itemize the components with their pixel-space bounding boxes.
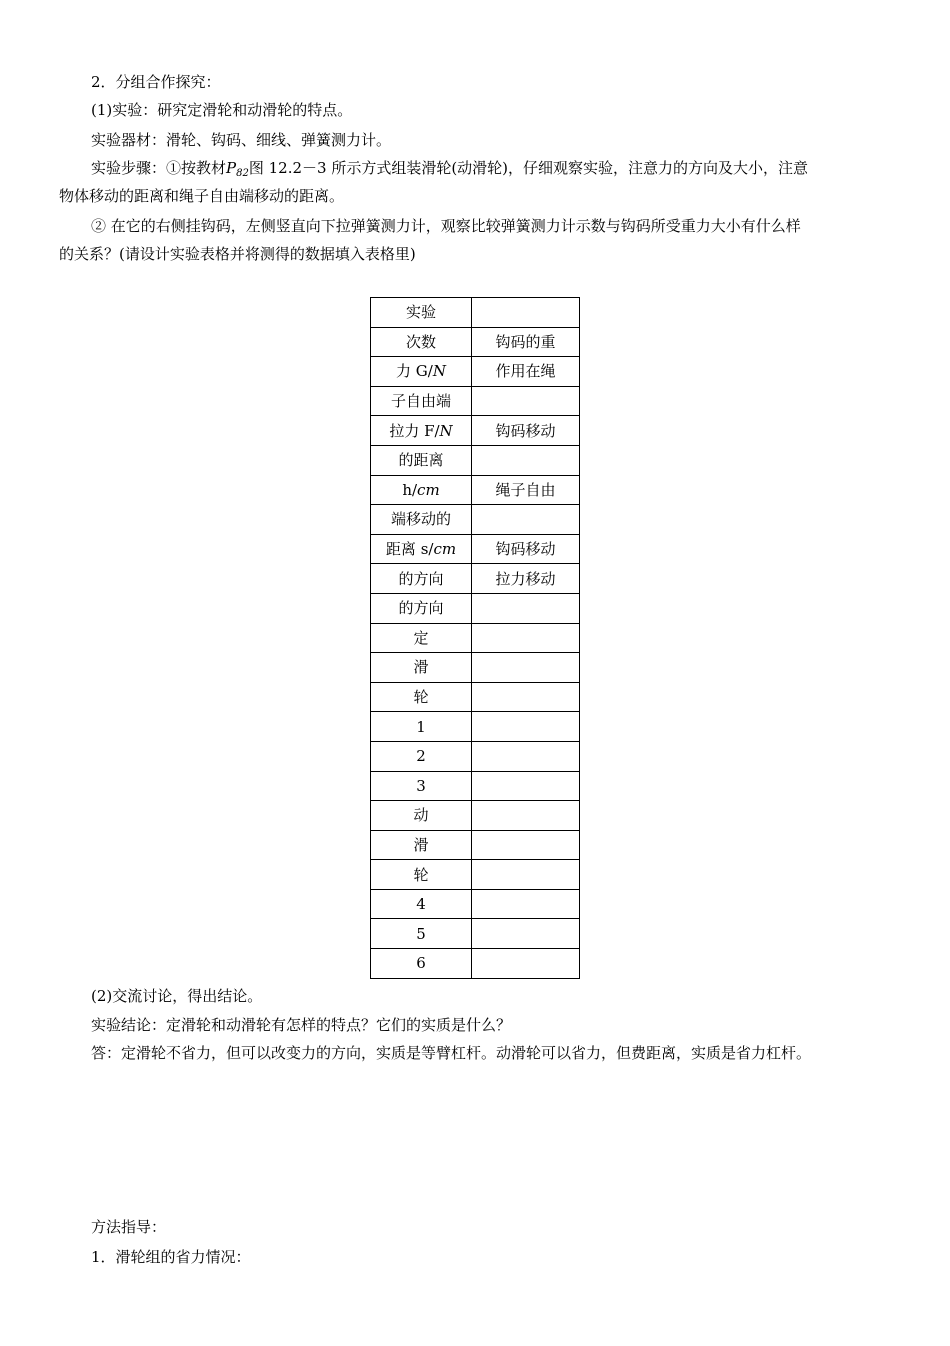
table-cell: 端移动的: [371, 505, 472, 535]
materials-text: 实验器材：滑轮、钩码、细线、弹簧测力计。: [91, 131, 392, 149]
table-row: [371, 327, 580, 357]
section-title: 2．分组合作探究：: [91, 73, 221, 91]
table-row: [371, 564, 580, 594]
table-cell: [472, 682, 580, 712]
table-cell: 拉力移动: [472, 564, 580, 594]
table-row: [371, 949, 580, 979]
table-cell: 子自由端: [371, 386, 472, 416]
steps-line-1: [91, 158, 808, 181]
table-cell: [472, 623, 580, 653]
step2-line-2: 的关系？(请设计实验表格并将测得的数据填入表格里): [59, 245, 416, 263]
table-cell: [472, 801, 580, 831]
table-row: [371, 771, 580, 801]
table-cell: 滑: [371, 653, 472, 683]
table-cell: 的方向: [371, 564, 472, 594]
table-cell: 动: [371, 801, 472, 831]
table-cell: [472, 830, 580, 860]
experiment-heading: (1)实验：研究定滑轮和动滑轮的特点。: [91, 101, 353, 119]
steps-text-a: 实验步骤：①按教材: [91, 159, 227, 177]
method-item-1: 1．滑轮组的省力情况：: [91, 1248, 251, 1266]
table-cell: 4: [371, 889, 472, 919]
table-cell: 距离 s/cm: [371, 534, 472, 564]
table-cell: [472, 593, 580, 623]
table-cell: 5: [371, 919, 472, 949]
table-row: [371, 445, 580, 475]
table-cell: 2: [371, 741, 472, 771]
table-cell: 力 G/N: [371, 357, 472, 387]
table-cell: 轮: [371, 682, 472, 712]
table-row: [371, 741, 580, 771]
method-title: 方法指导：: [91, 1218, 167, 1236]
table-cell: [472, 386, 580, 416]
table-cell: [472, 919, 580, 949]
table-row: [371, 860, 580, 890]
table-row: [371, 357, 580, 387]
table-cell: [472, 653, 580, 683]
discussion-heading: (2)交流讨论，得出结论。: [91, 987, 263, 1005]
table-cell: 滑: [371, 830, 472, 860]
textbook-page-letter: P: [226, 159, 237, 177]
steps-line-2: 物体移动的距离和绳子自由端移动的距离。: [59, 187, 345, 205]
table-row: [371, 534, 580, 564]
table-cell: 轮: [371, 860, 472, 890]
table-row: [371, 475, 580, 505]
table-cell: 次数: [371, 327, 472, 357]
table-cell: [472, 860, 580, 890]
table-cell: h/cm: [371, 475, 472, 505]
table-cell: 绳子自由: [472, 475, 580, 505]
table-row: [371, 682, 580, 712]
experiment-table: [370, 297, 580, 979]
table-cell: 的距离: [371, 445, 472, 475]
table-row: [371, 298, 580, 328]
table-cell: 的方向: [371, 593, 472, 623]
table-cell: 实验: [371, 298, 472, 328]
table-cell: 钩码的重: [472, 327, 580, 357]
table-row: [371, 801, 580, 831]
steps-text-b: 图 12.2－3 所示方式组装滑轮(动滑轮)，仔细观察实验，注意力的方向及大小，注意: [248, 159, 809, 177]
table-row: [371, 623, 580, 653]
table-cell: 1: [371, 712, 472, 742]
table-cell: 拉力 F/N: [371, 416, 472, 446]
table-row: [371, 712, 580, 742]
conclusion-answer: 答：定滑轮不省力，但可以改变力的方向，实质是等臂杠杆。动滑轮可以省力，但费距离，实质是省力杠杆。: [91, 1044, 812, 1062]
table-row: [371, 386, 580, 416]
table-cell: [472, 741, 580, 771]
table-cell: 钩码移动: [472, 416, 580, 446]
table-cell: 6: [371, 949, 472, 979]
table-cell: [472, 771, 580, 801]
table-cell: 钩码移动: [472, 534, 580, 564]
table-row: [371, 919, 580, 949]
table-cell: 作用在绳: [472, 357, 580, 387]
conclusion-question: 实验结论：定滑轮和动滑轮有怎样的特点？它们的实质是什么？: [91, 1016, 512, 1034]
step2-line-1: ② 在它的右侧挂钩码，左侧竖直向下拉弹簧测力计，观察比较弹簧测力计示数与钩码所受重力大小有什么样: [91, 217, 801, 235]
table-row: [371, 416, 580, 446]
table-row: [371, 593, 580, 623]
table-row: [371, 889, 580, 919]
table-cell: 定: [371, 623, 472, 653]
table-cell: 3: [371, 771, 472, 801]
table-cell: [472, 505, 580, 535]
table-cell: [472, 298, 580, 328]
table-row: [371, 830, 580, 860]
table-cell: [472, 949, 580, 979]
table-cell: [472, 889, 580, 919]
textbook-page-number: 82: [236, 168, 249, 179]
table-row: [371, 653, 580, 683]
table-row: [371, 505, 580, 535]
table-cell: [472, 445, 580, 475]
table-cell: [472, 712, 580, 742]
